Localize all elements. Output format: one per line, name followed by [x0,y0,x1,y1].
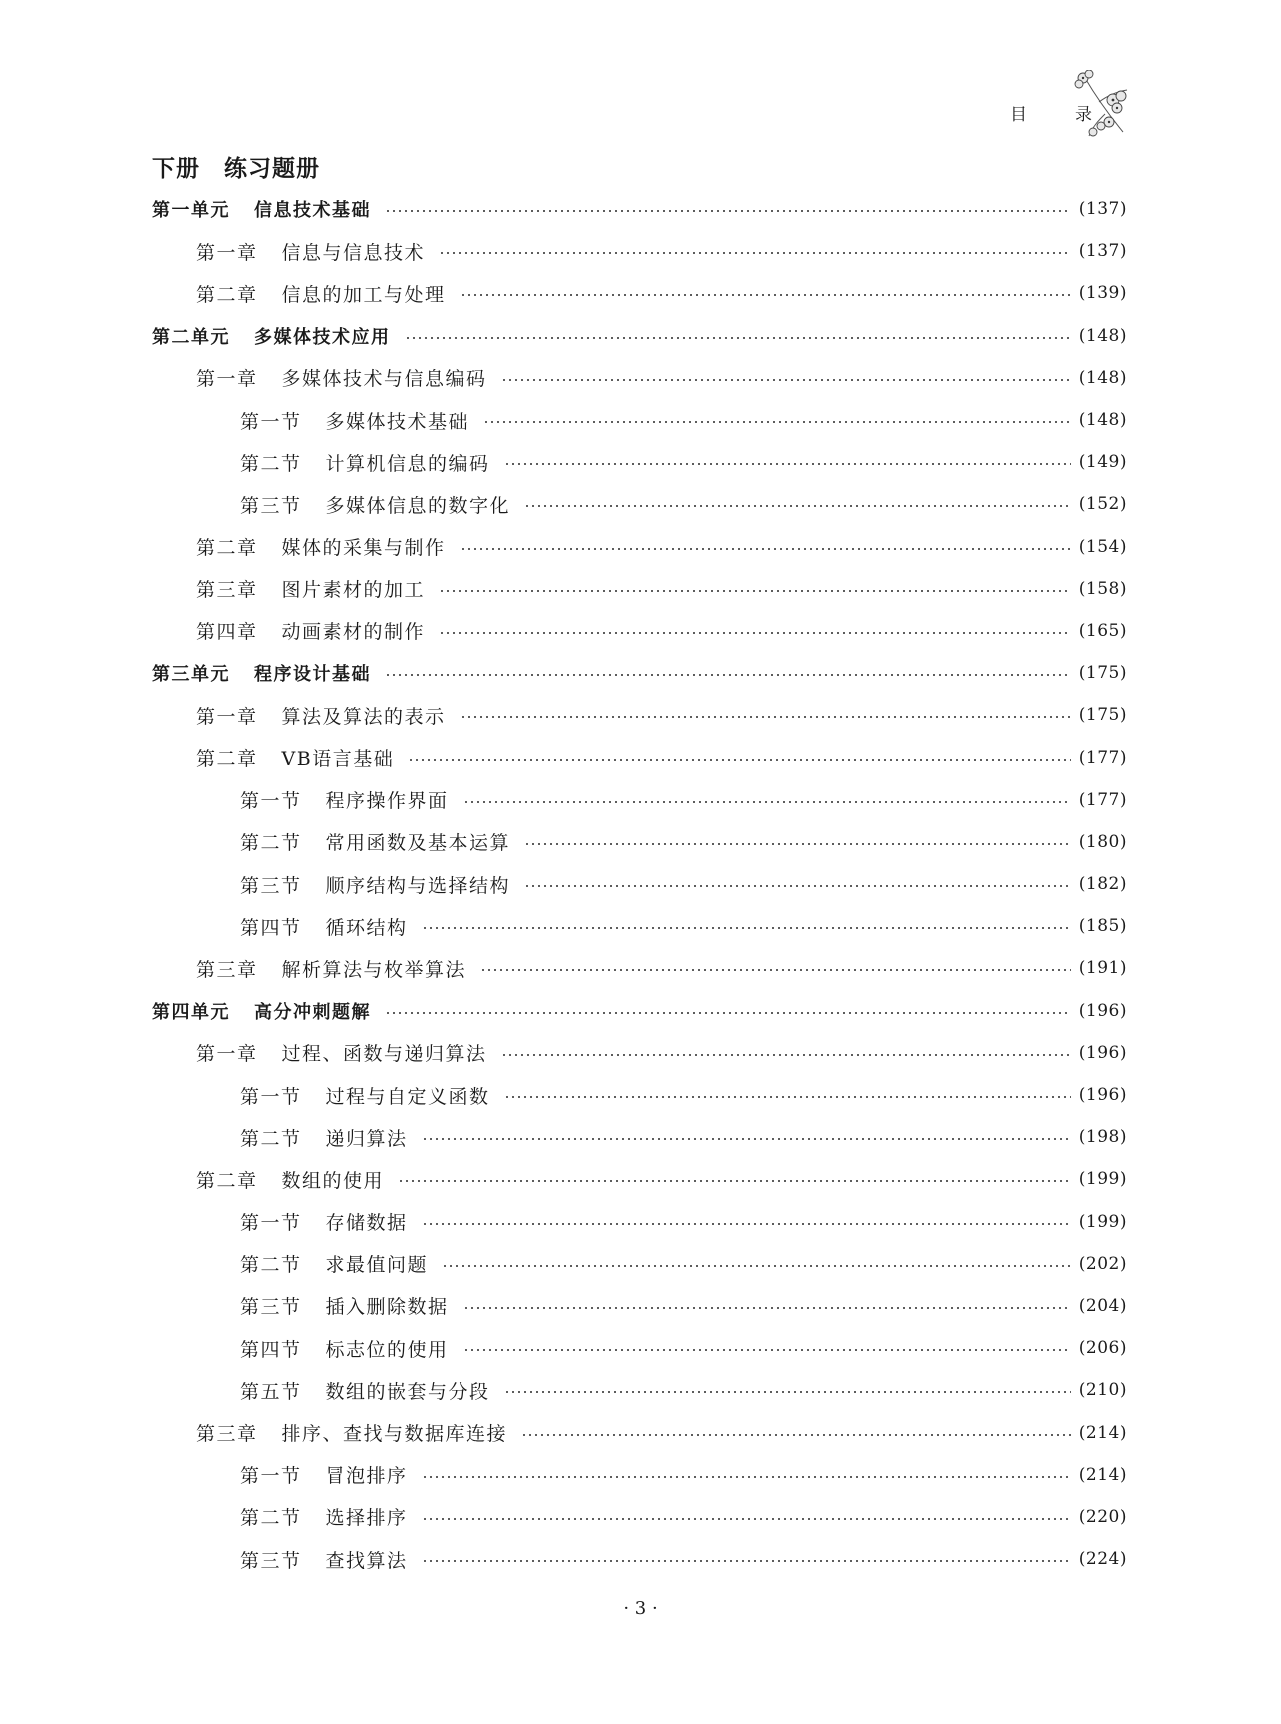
toc-entry-page: (177) [1078,789,1127,810]
toc-entry-title: 程序操作界面 [325,790,449,813]
toc-chapter-row[interactable] [152,610,1127,652]
toc-entry-title: 标志位的使用 [325,1338,449,1361]
dot-leader [422,926,1071,930]
toc-entry-title: 选择排序 [325,1507,408,1530]
toc-entry-page: (175) [1078,705,1127,726]
toc-entry-number: 第四节 [240,1338,302,1361]
dot-leader [480,968,1071,972]
toc-entry-page: (196) [1078,1042,1127,1063]
dot-leader [463,800,1071,804]
toc-section-row[interactable] [152,1116,1127,1158]
toc-entry-title: 高分冲刺题解 [254,1001,371,1023]
dot-leader [422,1137,1071,1141]
toc-entry-number: 第二章 [196,748,258,771]
toc-section-row[interactable] [152,1538,1127,1580]
toc-chapter-row[interactable] [152,357,1127,399]
toc-section-row[interactable] [152,1243,1127,1285]
toc-entry-number: 第二单元 [152,326,230,348]
toc-chapter-row[interactable] [152,568,1127,610]
toc-section-row[interactable] [152,779,1127,821]
toc-entry-page: (196) [1078,1085,1127,1106]
part-title [152,150,320,183]
toc-entry-title: 查找算法 [325,1549,408,1572]
toc-entry-page: (137) [1078,241,1127,262]
toc-chapter-row[interactable] [152,230,1127,272]
toc-entry-title: 冒泡排序 [325,1465,408,1488]
toc-entry-title: 多媒体技术基础 [325,410,470,433]
dot-leader [422,1517,1071,1521]
toc-entry-number: 第三单元 [152,664,230,686]
dot-leader [460,547,1071,551]
dot-leader [463,1348,1071,1352]
toc-entry-number: 第二节 [240,1254,302,1277]
toc-entry-title: 动画素材的制作 [281,621,426,644]
toc-chapter-row[interactable] [152,947,1127,989]
toc-section-row[interactable] [152,1074,1127,1116]
page-number: · 3 · [623,1598,658,1619]
toc-section-row[interactable] [152,1369,1127,1411]
dot-leader [501,1053,1071,1057]
toc-entry-number: 第二节 [240,832,302,855]
toc-entry-page: (202) [1078,1253,1127,1274]
dot-leader [460,715,1071,719]
toc-entry-title: 信息与信息技术 [281,241,426,264]
toc-entry-page: (206) [1078,1338,1127,1359]
toc-section-row[interactable] [152,1201,1127,1243]
toc-entry-number: 第一节 [240,410,302,433]
toc-entry-title: 插入删除数据 [325,1296,449,1319]
toc-section-row[interactable] [152,441,1127,483]
toc-entry-title: 多媒体信息的数字化 [325,494,511,517]
toc-entry-title: 存储数据 [325,1212,408,1235]
toc-entry-number: 第四单元 [152,1001,230,1023]
toc-unit-row[interactable] [152,652,1127,694]
toc-entry-page: (180) [1078,831,1127,852]
toc-entry-number: 第三章 [196,579,258,602]
toc-entry-number: 第一单元 [152,200,230,222]
dot-leader [504,1095,1071,1099]
table-of-contents [152,188,1127,1580]
dot-leader [385,1011,1071,1015]
dot-leader [483,420,1071,424]
dot-leader [501,378,1071,382]
toc-entry-page: (199) [1078,1211,1127,1232]
toc-entry-title: 常用函数及基本运算 [325,832,511,855]
toc-entry-title: 图片素材的加工 [281,579,426,602]
part-title-volume: 下册 [152,156,200,182]
toc-entry-number: 第四节 [240,916,302,939]
flower-ornament-icon [1065,70,1135,140]
toc-entry-number: 第三节 [240,494,302,517]
toc-entry-title: 解析算法与枚举算法 [281,958,467,981]
toc-entry-page: (177) [1078,747,1127,768]
dot-leader [385,673,1071,677]
toc-entry-title: 数组的嵌套与分段 [325,1380,490,1403]
dot-leader [439,251,1071,255]
toc-entry-number: 第一节 [240,1212,302,1235]
part-title-name: 练习题册 [224,156,320,182]
toc-entry-page: (214) [1078,1422,1127,1443]
toc-entry-page: (214) [1078,1464,1127,1485]
toc-entry-title: 多媒体技术应用 [254,326,391,348]
dot-leader [521,1433,1071,1437]
toc-entry-title: 数组的使用 [281,1169,385,1192]
toc-entry-number: 第四章 [196,621,258,644]
toc-entry-page: (191) [1078,958,1127,979]
toc-entry-page: (165) [1078,620,1127,641]
toc-entry-number: 第三节 [240,1296,302,1319]
toc-entry-number: 第三章 [196,1423,258,1446]
toc-entry-page: (154) [1078,536,1127,557]
toc-section-row[interactable] [152,1285,1127,1327]
toc-entry-page: (148) [1078,325,1127,346]
dot-leader [439,589,1071,593]
toc-entry-title: 程序设计基础 [254,664,371,686]
toc-entry-title: 信息的加工与处理 [281,283,446,306]
toc-entry-number: 第二节 [240,1507,302,1530]
toc-section-row[interactable] [152,1454,1127,1496]
toc-unit-row[interactable] [152,990,1127,1032]
dot-leader [504,1390,1071,1394]
toc-entry-title: 信息技术基础 [254,200,371,222]
toc-entry-page: (204) [1078,1295,1127,1316]
header-right: 录 [1075,105,1094,125]
dot-leader [398,1179,1071,1183]
toc-entry-page: (175) [1078,663,1127,684]
toc-entry-number: 第二节 [240,1127,302,1150]
dot-leader [385,209,1071,213]
toc-section-row[interactable] [152,821,1127,863]
toc-entry-number: 第一节 [240,1465,302,1488]
toc-entry-number: 第三章 [196,958,258,981]
toc-entry-title: 计算机信息的编码 [325,452,490,475]
toc-chapter-row[interactable] [152,1411,1127,1453]
toc-entry-title: 循环结构 [325,916,408,939]
toc-entry-title: VB语言基础 [281,748,395,771]
toc-entry-title: 递归算法 [325,1127,408,1150]
toc-entry-number: 第三节 [240,874,302,897]
toc-entry-page: (148) [1078,367,1127,388]
toc-entry-number: 第一章 [196,705,258,728]
toc-entry-title: 媒体的采集与制作 [281,537,446,560]
toc-entry-title: 求最值问题 [325,1254,429,1277]
toc-unit-row[interactable] [152,188,1127,230]
toc-entry-page: (148) [1078,410,1127,431]
toc-chapter-row[interactable] [152,272,1127,314]
toc-entry-title: 多媒体技术与信息编码 [281,368,487,391]
toc-entry-page: (137) [1078,199,1127,220]
dot-leader [405,336,1071,340]
toc-chapter-row[interactable] [152,694,1127,736]
toc-entry-number: 第一节 [240,1085,302,1108]
toc-entry-page: (210) [1078,1380,1127,1401]
dot-leader [422,1559,1071,1563]
dot-leader [524,504,1071,508]
toc-chapter-row[interactable] [152,526,1127,568]
toc-entry-title: 算法及算法的表示 [281,705,446,728]
toc-entry-page: (182) [1078,874,1127,895]
toc-chapter-row[interactable] [152,1158,1127,1200]
toc-entry-page: (139) [1078,283,1127,304]
dot-leader [422,1222,1071,1226]
toc-entry-number: 第二节 [240,452,302,475]
toc-section-row[interactable] [152,399,1127,441]
toc-entry-page: (149) [1078,452,1127,473]
toc-entry-page: (185) [1078,916,1127,937]
toc-entry-page: (198) [1078,1127,1127,1148]
header-left: 目 [1010,105,1029,125]
toc-entry-number: 第五节 [240,1380,302,1403]
dot-leader [460,293,1071,297]
toc-entry-page: (220) [1078,1506,1127,1527]
dot-leader [524,884,1071,888]
dot-leader [504,462,1071,466]
toc-section-row[interactable] [152,905,1127,947]
toc-entry-number: 第一章 [196,368,258,391]
toc-entry-number: 第一节 [240,790,302,813]
toc-section-row[interactable] [152,483,1127,525]
toc-entry-page: (224) [1078,1549,1127,1570]
toc-entry-title: 过程、函数与递归算法 [281,1043,487,1066]
toc-chapter-row[interactable] [152,736,1127,778]
toc-entry-number: 第一章 [196,241,258,264]
toc-entry-title: 顺序结构与选择结构 [325,874,511,897]
dot-leader [422,1475,1071,1479]
toc-section-row[interactable] [152,1327,1127,1369]
toc-unit-row[interactable] [152,315,1127,357]
toc-section-row[interactable] [152,863,1127,905]
toc-entry-number: 第三节 [240,1549,302,1572]
dot-leader [408,758,1071,762]
toc-entry-title: 过程与自定义函数 [325,1085,490,1108]
toc-entry-page: (196) [1078,1000,1127,1021]
toc-entry-page: (199) [1078,1169,1127,1190]
toc-chapter-row[interactable] [152,1032,1127,1074]
toc-entry-number: 第二章 [196,1169,258,1192]
toc-entry-title: 排序、查找与数据库连接 [281,1423,508,1446]
toc-entry-number: 第一章 [196,1043,258,1066]
toc-entry-page: (158) [1078,578,1127,599]
toc-entry-number: 第二章 [196,537,258,560]
dot-leader [524,842,1071,846]
toc-entry-page: (152) [1078,494,1127,515]
toc-entry-number: 第二章 [196,283,258,306]
dot-leader [439,631,1071,635]
dot-leader [463,1306,1071,1310]
toc-section-row[interactable] [152,1496,1127,1538]
dot-leader [442,1264,1071,1268]
